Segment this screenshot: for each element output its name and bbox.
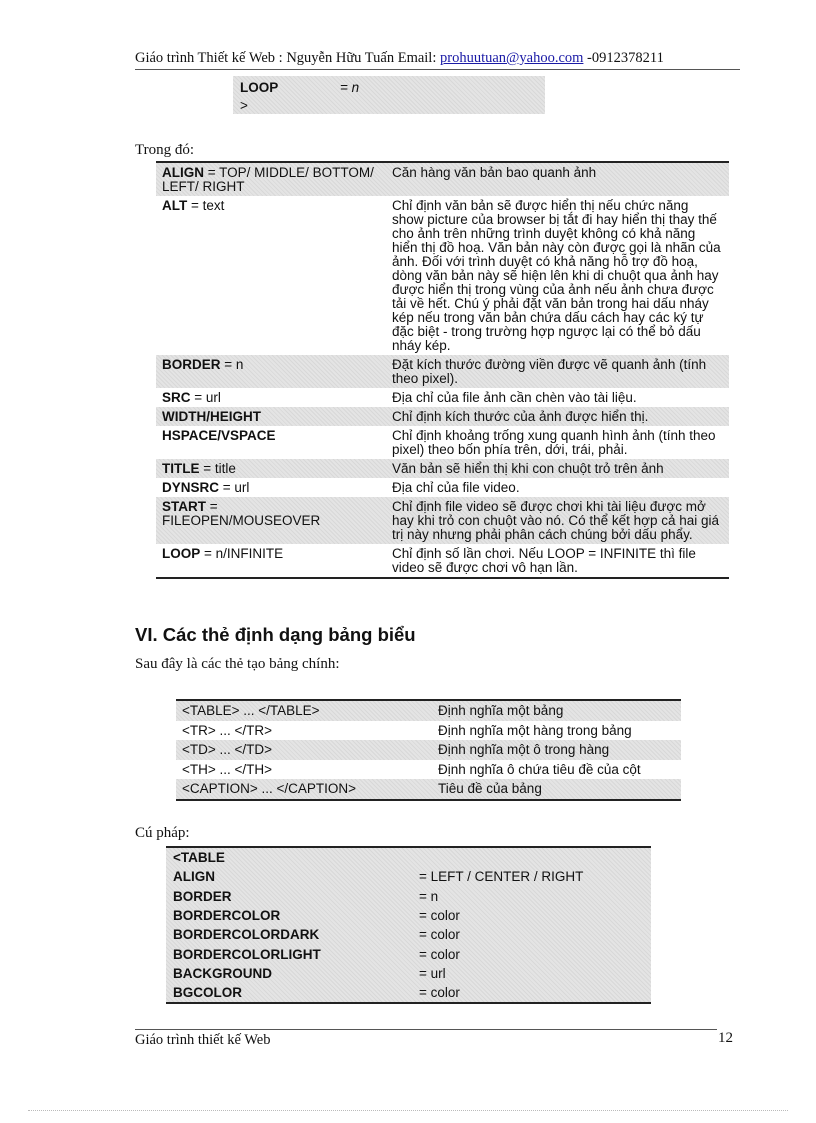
intro-label: Trong đó: [135,142,195,158]
syntax-key: ALIGN [173,869,215,885]
attribute-name-cell [156,196,380,355]
attribute-description: Căn hàng văn bản bao quanh ảnh [392,165,597,180]
loop-close: > [240,98,248,113]
attribute-name-cell [156,478,380,497]
syntax-value [412,847,651,867]
syntax-row [166,887,651,906]
header-phone: -0912378211 [583,50,664,66]
syntax-row [166,906,651,925]
syntax-key: BORDERCOLORDARK [173,927,320,943]
attribute-name-cell [156,355,380,388]
tag-table [176,699,681,801]
attribute-description: Văn bản sẽ hiển thị khi con chuột trỏ trên ảnh [392,461,664,476]
tag-description: Định nghĩa một ô trong hàng [438,742,610,758]
syntax-key: BORDERCOLORLIGHT [173,946,321,962]
tag-row [176,740,681,760]
attribute-name: SRC [162,390,191,405]
attribute-row [156,478,729,497]
tag-name: <TABLE> ... </TABLE> [182,703,320,719]
attribute-name: ALT [162,198,188,213]
attribute-description: Chỉ định số lần chơi. Nếu LOOP = INFINITE thì file video sẽ được chơi vô hạn lần. [392,546,696,575]
syntax-row [166,944,651,963]
tag-name: <TR> ... </TR> [182,722,273,738]
attribute-description: Chỉ định file video sẽ được chơi khi tài liệu được mở hay khi trỏ con chuột vào nó. Có thể kết hợp cả hai giá trị này nhưng phải phân cách chúng bởi dấu phẩy. [392,499,720,542]
tag-description: Tiêu đề của bảng [438,781,542,797]
attribute-row [156,196,729,355]
syntax-value: = LEFT / CENTER / RIGHT [419,869,584,885]
tag-name: <TD> ... </TD> [182,742,273,758]
section-heading: VI. Các thẻ định dạng bảng biểu [135,624,416,645]
attribute-value: = n [220,357,244,372]
attribute-name-cell [156,544,380,578]
syntax-row [166,964,651,983]
attribute-description: Địa chỉ của file video. [392,480,520,495]
syntax-row [166,847,651,867]
tag-name: <CAPTION> ... </CAPTION> [182,781,357,797]
attribute-name-cell [156,426,380,459]
attribute-row [156,497,729,544]
loop-value: = n [340,80,360,95]
syntax-value: = url [419,965,446,981]
syntax-value: = color [419,946,460,962]
attribute-name: START [162,499,206,514]
syntax-value: = color [419,985,460,1001]
loop-keyword: LOOP [240,80,279,95]
syntax-label: Cú pháp: [135,825,190,841]
section-intro: Sau đây là các thẻ tạo bảng chính: [135,656,340,672]
tag-description: Định nghĩa ô chứa tiêu đề của cột [438,761,641,777]
attribute-description: Chỉ định khoảng trống xung quanh hình ảnh (tính theo pixel) theo bốn phía trên, dới, trái, phải. [392,428,716,457]
syntax-value: = color [419,927,460,943]
attribute-row [156,459,729,478]
header-text: Giáo trình Thiết kế Web : Nguyễn Hữu Tuấn Email: [135,50,440,66]
attribute-table [156,161,729,579]
attribute-value: = text [187,198,225,213]
attribute-name-cell [156,497,380,544]
attribute-description: Địa chỉ của file ảnh cần chèn vào tài liệu. [392,390,637,405]
attribute-name: DYNSRC [162,480,220,495]
syntax-row [166,867,651,886]
attribute-name-cell [156,459,380,478]
attribute-value: = n/INFINITE [200,546,284,561]
attribute-description: Đặt kích thước đường viền được vẽ quanh ảnh (tính theo pixel). [392,357,707,386]
tag-name: <TH> ... </TH> [182,761,273,777]
footer-divider [135,1029,717,1030]
attribute-value: = url [219,480,250,495]
attribute-name: BORDER [162,357,221,372]
attribute-name: WIDTH/HEIGHT [162,409,261,424]
attribute-row [156,426,729,459]
header-email-link[interactable]: prohuutuan@yahoo.com [440,50,584,66]
attribute-name: LOOP [162,546,201,561]
syntax-key: BGCOLOR [173,985,242,1001]
syntax-table [166,846,651,1004]
attribute-row [156,162,729,196]
attribute-name: HSPACE/VSPACE [162,428,276,443]
attribute-row [156,388,729,407]
page-bottom-divider [28,1110,788,1111]
syntax-row [166,925,651,944]
loop-syntax-box [233,76,545,114]
attribute-value: = url [190,390,221,405]
footer-title: Giáo trình thiết kế Web [135,1032,271,1048]
attribute-name-cell [156,407,380,426]
attribute-name-cell [156,162,380,196]
syntax-key: BORDERCOLOR [173,908,281,924]
page-header [135,50,740,70]
syntax-key: BACKGROUND [173,965,272,981]
tag-description: Định nghĩa một bảng [438,703,564,719]
tag-row [176,779,681,800]
attribute-row [156,407,729,426]
attribute-value: = TOP/ MIDDLE/ BOTTOM/ LEFT/ RIGHT [162,165,374,194]
tag-row [176,760,681,780]
attribute-name: ALIGN [162,165,204,180]
syntax-key: BORDER [173,888,232,904]
page-number: 12 [718,1030,733,1046]
attribute-description: Chỉ định kích thước của ảnh được hiển thị. [392,409,649,424]
attribute-row [156,544,729,578]
tag-row [176,700,681,721]
syntax-value: = n [419,888,439,904]
syntax-value: = color [419,908,460,924]
attribute-value: = title [199,461,236,476]
attribute-row [156,355,729,388]
attribute-name: TITLE [162,461,200,476]
attribute-name-cell [156,388,380,407]
attribute-description: Chỉ định văn bản sẽ được hiển thị nếu chức năng show picture của browser bị tắt đi hay hiển thị thay thế cho ảnh trên những trình duyệt không có khả năng hiển thị đồ hoạ. Văn bản này còn được gọi là nhãn của ảnh. Đối với trình duyệt có khả năng hỗ trợ đồ hoạ, dòng văn bản này sẽ hiện lên khi di chuột qua ảnh hay được hiển thị trong vùng của ảnh nếu ảnh chưa được tải về hết. Chú ý phải đặt văn bản trong hai dấu nháy kép nếu trong văn bản chứa dấu cách hay các ký tự đặc biệt - trong trường hợp ngược lại có thể bỏ dấu nháy kép. [392,198,721,353]
tag-description: Định nghĩa một hàng trong bảng [438,722,632,738]
attribute-value: = FILEOPEN/MOUSEOVER [162,499,321,528]
tag-row [176,721,681,741]
syntax-key: <TABLE [173,850,225,866]
syntax-row [166,983,651,1003]
